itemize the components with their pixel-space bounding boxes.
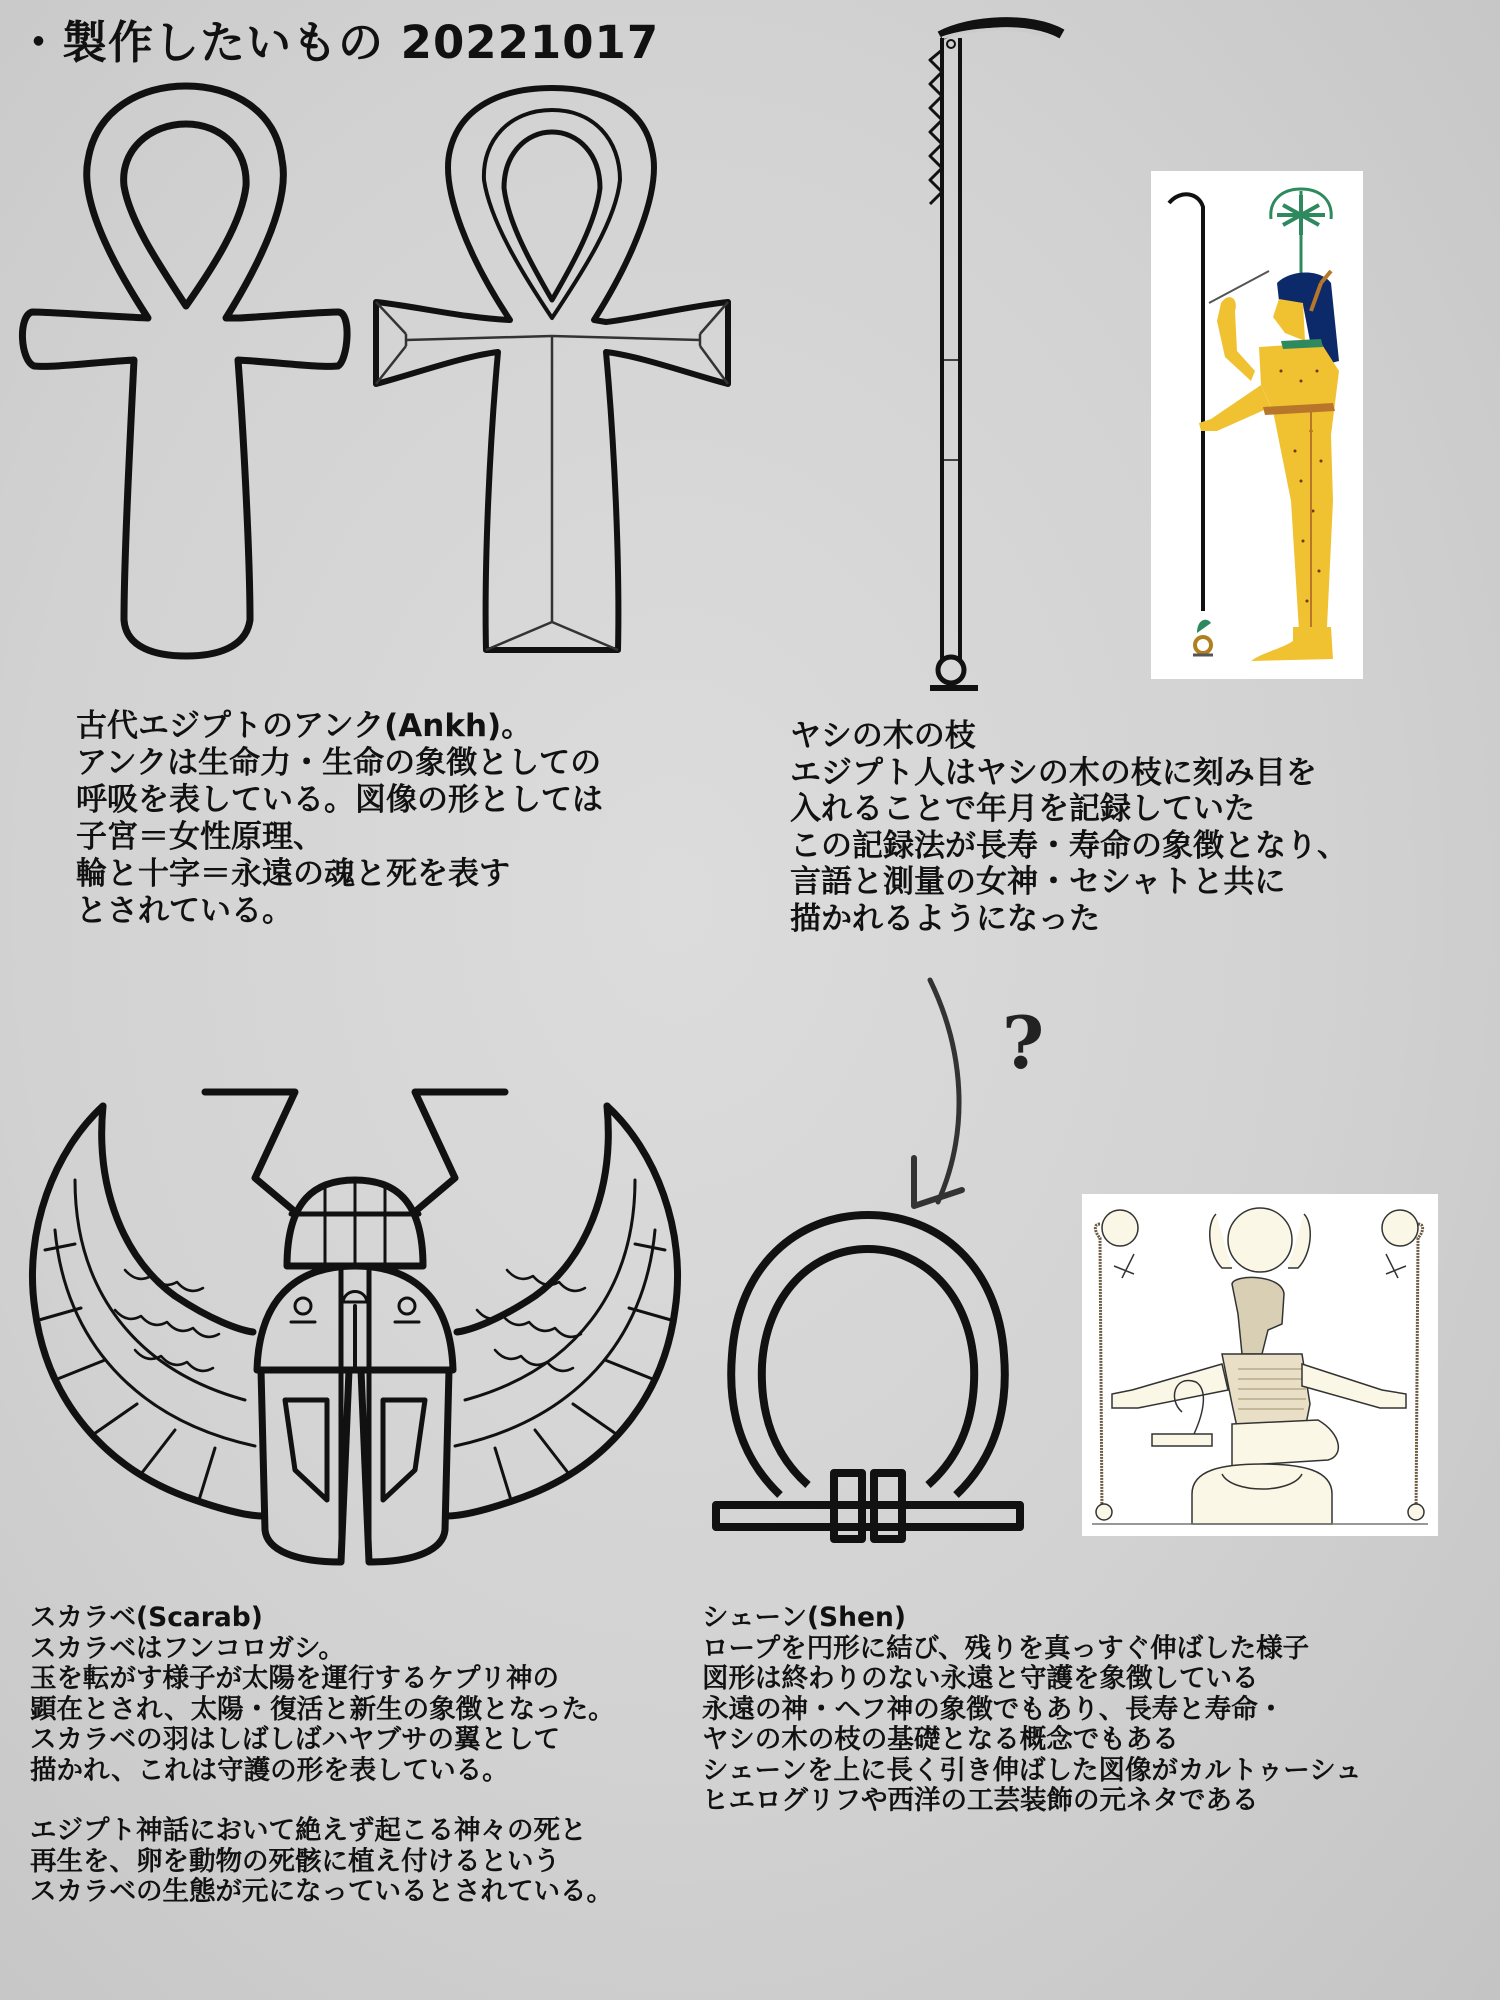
scarab-line: スカラベはフンコロガシ。 (30, 1632, 345, 1664)
ankh-line: 子宮＝女性原理、 (76, 819, 324, 855)
shen-line: 永遠の神・ヘフ神の象徴でもあり、長寿と寿命・ (702, 1693, 1285, 1725)
ankh-simple-drawing (0, 0, 400, 680)
ankh-line: 古代エジプトのアンク(Ankh)。 (76, 708, 533, 744)
shen-line: シェーンを上に長く引き伸ばした図像がカルトゥーシュ (702, 1754, 1362, 1786)
shen-line: 図形は終わりのない永遠と守護を象徴している (702, 1663, 1259, 1694)
seshat-goddess-image (1151, 171, 1363, 679)
palm-line: 描かれるようになった (790, 900, 1100, 937)
heh-figure (1082, 1194, 1438, 1536)
page-title: ・製作したいもの 20221017 (16, 16, 660, 69)
scarab-line: 玉を転がす様子が太陽を運行するケプリ神の (30, 1663, 559, 1694)
scarab-line: スカラベの羽はしばしばハヤブサの翼として (30, 1724, 560, 1755)
shen-line: シェーン(Shen) (702, 1602, 906, 1633)
ankh-line: とされている。 (76, 893, 293, 929)
shen-description (702, 1603, 1362, 1817)
shen-line: ロープを円形に結び、残りを真っすぐ伸ばした様子 (702, 1632, 1310, 1664)
ankh-beveled-drawing (370, 0, 740, 680)
seshat-figure (1151, 171, 1363, 679)
shen-ring-drawing (708, 1205, 1028, 1545)
palm-line: 言語と測量の女神・セシャトと共に (790, 864, 1286, 900)
scarab-line: 描かれ、これは守護の形を表している。 (30, 1754, 509, 1786)
paragraph-gap (30, 1786, 615, 1816)
shen-line: ヤシの木の枝の基礎となる概念でもある (702, 1724, 1179, 1755)
palm-branch-description (790, 718, 1348, 937)
question-mark: ? (1002, 1000, 1045, 1085)
shen-line: ヒエログリフや西洋の工芸装飾の元ネタである (702, 1785, 1259, 1816)
ankh-line: アンクは生命力・生命の象徴としての (76, 745, 602, 781)
scarab-line: 再生を、卵を動物の死骸に植え付けるという (30, 1845, 560, 1877)
ankh-description (76, 708, 603, 930)
ankh-line: 輪と十字＝永遠の魂と死を表す (76, 856, 510, 892)
scarab-line: 顕在とされ、太陽・復活と新生の象徴となった。 (30, 1693, 615, 1725)
scarab-line: エジプト神話において絶えず起こる神々の死と (30, 1815, 587, 1846)
scarab-line: スカラベの生態が元になっているとされている。 (30, 1876, 613, 1907)
ankh-line: 呼吸を表している。図像の形としては (76, 782, 603, 818)
heh-god-image (1082, 1194, 1438, 1536)
scarab-line: スカラベ(Scarab) (30, 1602, 263, 1633)
palm-line: エジプト人はヤシの木の枝に刻み目を (790, 754, 1317, 791)
palm-line: 入れることで年月を記録していた (790, 791, 1255, 827)
palm-line: この記録法が長寿・寿命の象徴となり、 (790, 827, 1348, 864)
palm-branch-drawing (920, 20, 1070, 700)
winged-scarab-drawing (15, 1070, 695, 1570)
palm-line: ヤシの木の枝 (790, 718, 976, 754)
scarab-description (30, 1603, 615, 1908)
